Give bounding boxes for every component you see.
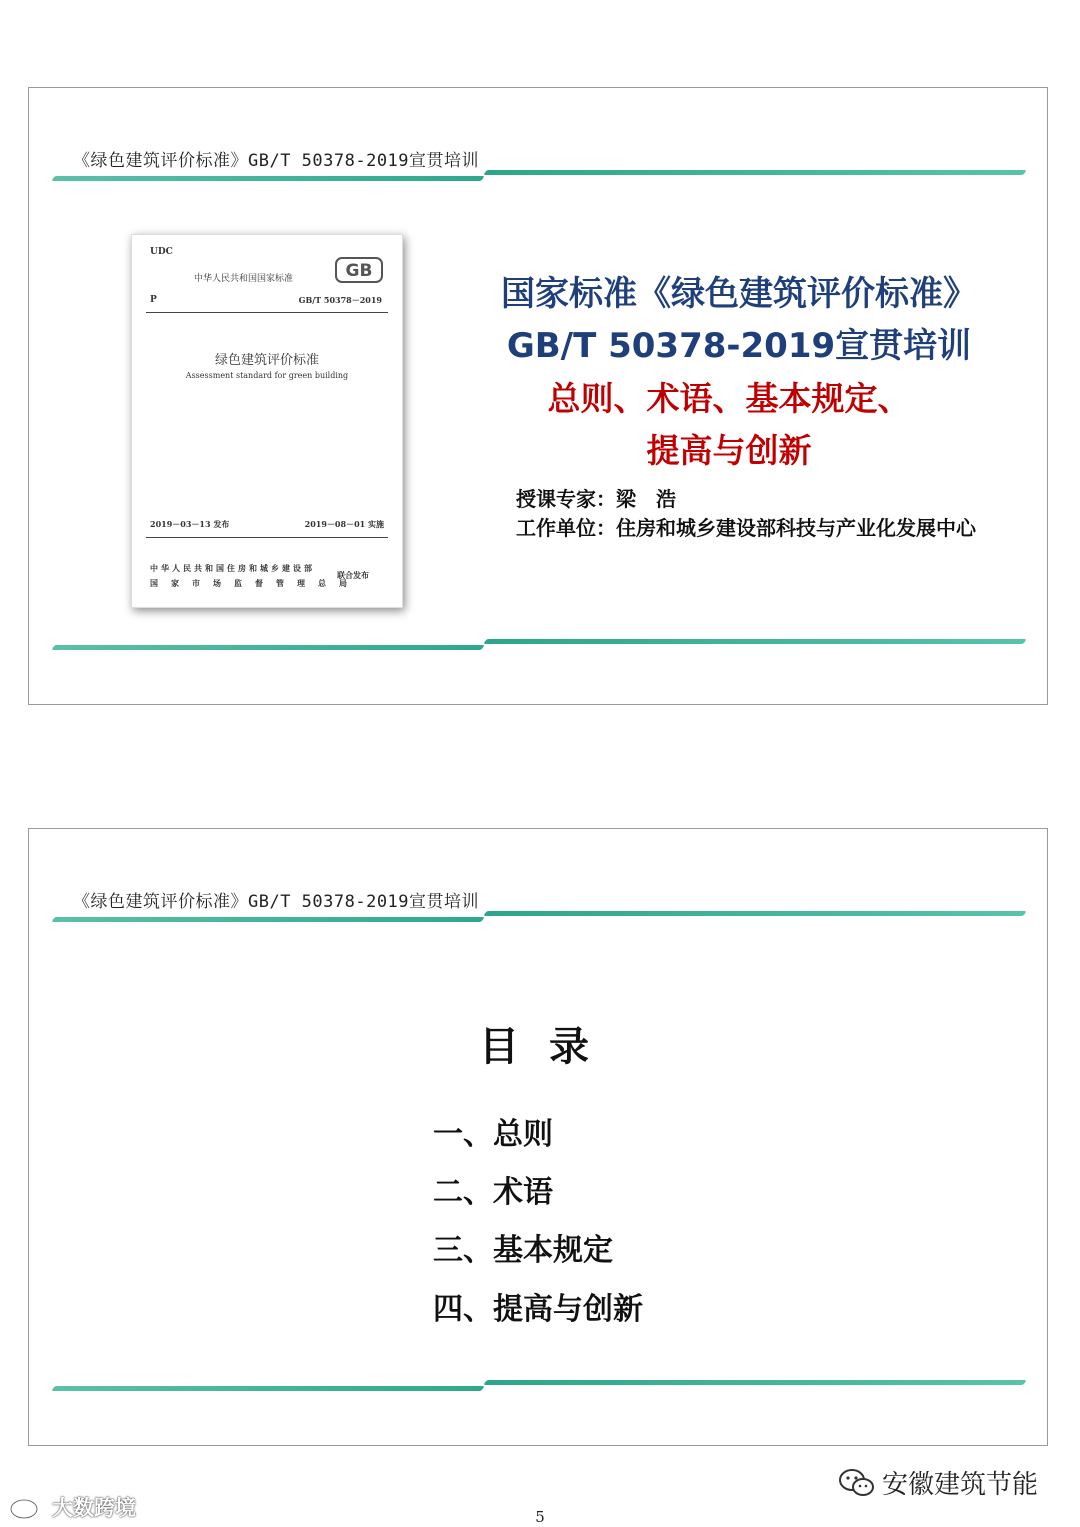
cover-publish-date: 2019－03－13 发布 xyxy=(150,519,230,529)
footer-rule-left xyxy=(51,645,485,650)
lecturer-line: 授课专家：梁 浩 xyxy=(516,487,676,511)
slide-header: 《绿色建筑评价标准》GB/T 50378-2019宣贯培训 xyxy=(73,892,480,912)
cover-issuer-line1: 中华人民共和国住房和城乡建设部 xyxy=(150,563,315,573)
cover-divider-top xyxy=(146,312,388,313)
footer-rule-right xyxy=(483,639,1027,644)
toc-item: 三、基本规定 xyxy=(433,1233,613,1268)
toc-item: 一、总则 xyxy=(433,1117,553,1152)
slide-toc xyxy=(28,828,1048,1446)
toc-item: 四、提高与创新 xyxy=(433,1292,643,1327)
toc-title: 目 录 xyxy=(479,1024,597,1070)
page-number: 5 xyxy=(535,1508,545,1526)
title-line2: GB/T 50378-2019宣贯培训 xyxy=(506,326,972,366)
cover-joint-issue: 联合发布 xyxy=(337,570,369,580)
slide-cover xyxy=(28,87,1048,705)
header-rule-right xyxy=(483,170,1027,175)
wechat-icon xyxy=(838,1468,876,1498)
gb-logo-text: GB xyxy=(345,261,373,281)
title-line1: 国家标准《绿色建筑评价标准》 xyxy=(501,274,977,314)
cover-issuer: 中华人民共和国国家标准 xyxy=(194,274,294,284)
gb-logo-icon xyxy=(335,257,383,283)
header-rule-left xyxy=(51,917,485,922)
weibo-account-name: 大数跨境 xyxy=(52,1496,136,1520)
cover-udc: UDC xyxy=(150,247,173,257)
cover-divider-bottom xyxy=(146,537,388,538)
footer-rule-right xyxy=(483,1380,1027,1385)
slide-header: 《绿色建筑评价标准》GB/T 50378-2019宣贯培训 xyxy=(73,151,480,171)
wechat-account-name: 安徽建筑节能 xyxy=(882,1470,1039,1500)
standard-cover-image xyxy=(131,234,403,608)
cover-issuer-line2: 国家市场监督管理总局 xyxy=(150,578,360,588)
header-rule-left xyxy=(51,176,485,181)
cover-standard-number: GB/T 50378－2019 xyxy=(298,295,382,305)
toc-item: 二、术语 xyxy=(433,1175,553,1210)
cover-english-title: Assessment standard for green building xyxy=(185,371,349,380)
header-rule-right xyxy=(483,911,1027,916)
footer-rule-left xyxy=(51,1386,485,1391)
cover-p-code: P xyxy=(150,295,157,305)
work-unit-line: 工作单位：住房和城乡建设部科技与产业化发展中心 xyxy=(516,516,976,540)
cover-implement-date: 2019－08－01 实施 xyxy=(304,519,384,529)
cover-chinese-title: 绿色建筑评价标准 xyxy=(214,353,319,368)
wechat-watermark xyxy=(838,1464,1038,1501)
subtitle-line2: 提高与创新 xyxy=(646,431,812,470)
subtitle-line1: 总则、术语、基本规定、 xyxy=(547,379,911,418)
